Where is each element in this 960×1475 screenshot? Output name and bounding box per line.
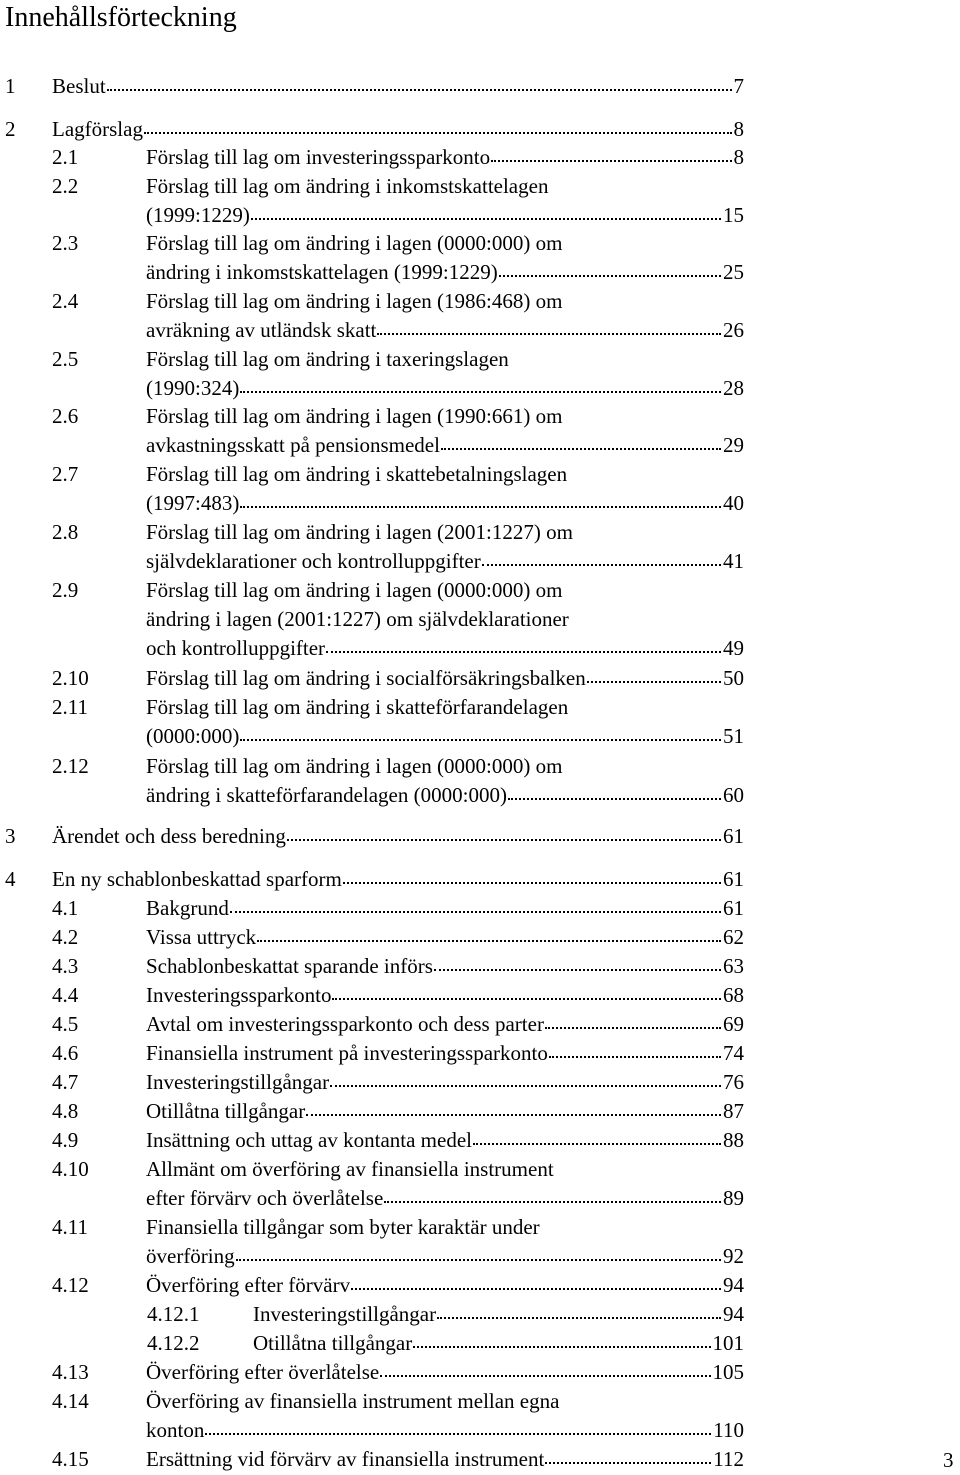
toc-entry-number: 2.9 [52,578,79,602]
dot-leader [508,798,721,800]
toc-entry-text: Förslag till lag om ändring i lagen (0000:000) om [146,231,563,255]
toc-entry-page: 8 [733,145,744,169]
dot-leader [230,911,721,913]
toc-entry-text: Förslag till lag om ändring i lagen (1986:468) om [146,289,563,313]
toc-entry-page: 63 [723,954,744,978]
toc-entry-page: 101 [712,1331,744,1355]
toc-entry-text: Schablonbeskattat sparande införs [146,954,433,978]
toc-entry-page: 88 [723,1128,744,1152]
dot-leader [144,132,732,134]
toc-entry-page: 28 [723,376,744,400]
toc-entry-text: Beslut [52,74,106,98]
toc-entry[interactable] [146,1184,744,1213]
toc-entry-number: 1 [5,74,16,98]
toc-entry-text: Avtal om investeringssparkonto och dess parter [146,1012,544,1036]
toc-entry-text: avräkning av utländsk skatt [146,318,377,342]
toc-entry-number: 2 [5,117,16,141]
toc-entry-number: 4.12.2 [147,1331,200,1355]
dot-leader [107,89,732,91]
toc-entry-text: och kontrolluppgifter [146,636,326,660]
toc-entry[interactable] [146,201,744,230]
dot-leader [587,681,721,683]
dot-leader [434,969,721,971]
toc-entry-text: Investeringstillgångar [253,1302,437,1326]
toc-entry[interactable] [146,489,744,518]
toc-entry[interactable] [146,1068,744,1097]
toc-entry-page: 26 [723,318,744,342]
dot-leader [545,1027,721,1029]
toc-entry-page: 61 [723,896,744,920]
toc-entry-text: Förslag till lag om ändring i lagen (0000:000) om [146,754,563,778]
dot-leader [330,1085,721,1087]
toc-entry[interactable] [52,822,744,851]
toc-entry-number: 4.7 [52,1070,79,1094]
toc-entry[interactable] [146,547,744,576]
toc-entry[interactable] [52,865,744,894]
dot-leader [287,839,721,841]
dot-leader [205,1433,711,1435]
toc-entry-page: 68 [723,983,744,1007]
toc-entry[interactable] [146,923,744,952]
toc-entry-number: 4.13 [52,1360,89,1384]
toc-entry-page: 105 [712,1360,744,1384]
toc-entry[interactable] [52,72,744,101]
toc-entry-text: självdeklarationer och kontrolluppgifter [146,549,481,573]
page-title: Innehållsförteckning [5,2,237,33]
toc-entry-text: Investeringstillgångar [146,1070,330,1094]
dot-leader [257,940,721,942]
toc-entry[interactable] [146,1358,744,1387]
toc-entry[interactable] [146,431,744,460]
dot-leader [413,1346,710,1348]
toc-entry-text: Förslag till lag om ändring i lagen (0000:000) om [146,578,563,602]
toc-entry-text: Otillåtna tillgångar [146,1099,306,1123]
dot-leader [332,998,721,1000]
toc-entry-page: 29 [723,433,744,457]
toc-entry-number: 4.12 [52,1273,89,1297]
toc-entry[interactable] [253,1300,744,1329]
toc-entry-text: Förslag till lag om ändring i lagen (1990:661) om [146,404,563,428]
toc-entry-number: 2.7 [52,462,79,486]
toc-entry-text: Överföring efter överlåtelse [146,1360,380,1384]
dot-leader [240,506,721,508]
toc-entry-page: 51 [723,724,744,748]
toc-entry-number: 4 [5,867,16,891]
toc-entry-text: efter förvärv och överlåtelse [146,1186,384,1210]
toc-entry-number: 4.10 [52,1157,89,1181]
toc-entry-number: 2.6 [52,404,79,428]
toc-entry-number: 4.4 [52,983,79,1007]
toc-entry-page: 49 [723,636,744,660]
toc-entry-text: Förslag till lag om investeringssparkonto [146,145,491,169]
toc-entry-text: Överföring av finansiella instrument mellan egna [146,1389,560,1413]
toc-entry[interactable] [146,1271,744,1300]
dot-leader [251,218,721,220]
toc-entry-page: 40 [723,491,744,515]
dot-leader [380,1375,710,1377]
toc-entry-text: Förslag till lag om ändring i skatteförfarandelagen [146,695,569,719]
toc-entry-number: 4.3 [52,954,79,978]
dot-leader [240,391,721,393]
toc-entry-text: (1990:324) [146,376,240,400]
toc-entry-page: 69 [723,1012,744,1036]
toc-entry[interactable] [146,1445,744,1474]
toc-entry[interactable] [146,664,744,693]
toc-entry[interactable] [146,952,744,981]
toc-entry-number: 2.1 [52,145,79,169]
toc-entry[interactable] [146,634,744,663]
toc-entry-text: Investeringssparkonto [146,983,332,1007]
toc-entry-number: 2.2 [52,174,79,198]
dot-leader [491,160,731,162]
toc-entry-number: 4.14 [52,1389,89,1413]
toc-entry-page: 94 [723,1273,744,1297]
dot-leader [351,1288,721,1290]
dot-leader [236,1259,721,1261]
dot-leader [499,275,721,277]
toc-entry-page: 110 [713,1418,744,1442]
toc-entry[interactable] [146,722,744,751]
dot-leader [437,1317,721,1319]
toc-entry[interactable] [253,1329,744,1358]
toc-entry-number: 4.8 [52,1099,79,1123]
toc-entry-text: Bakgrund [146,896,229,920]
toc-entry-text: Finansiella tillgångar som byter karaktär under [146,1215,540,1239]
toc-entry-text: Allmänt om överföring av finansiella instrument [146,1157,554,1181]
toc-entry-text: Förslag till lag om ändring i taxeringslagen [146,347,509,371]
toc-entry-page: 76 [723,1070,744,1094]
toc-entry[interactable] [146,781,744,810]
toc-entry[interactable] [146,894,744,923]
dot-leader [326,651,721,653]
toc-entry[interactable] [146,1126,744,1155]
toc-entry-page: 61 [723,824,744,848]
toc-entry-page: 15 [723,203,744,227]
toc-entry[interactable] [146,1416,744,1445]
toc-entry-text: överföring [146,1244,235,1268]
toc-entry-text: ändring i lagen (2001:1227) om självdeklarationer [146,607,569,631]
toc-entry-number: 4.2 [52,925,79,949]
toc-entry[interactable] [146,258,744,287]
toc-entry-text: avkastningsskatt på pensionsmedel [146,433,440,457]
dot-leader [240,739,721,741]
dot-leader [441,448,721,450]
toc-entry-number: 4.9 [52,1128,79,1152]
toc-entry-page: 62 [723,925,744,949]
dot-leader [384,1201,721,1203]
toc-entry-page: 92 [723,1244,744,1268]
toc-entry-text: konton [146,1418,205,1442]
toc-entry-page: 87 [723,1099,744,1123]
toc-entry-text: (1997:483) [146,491,240,515]
toc-entry-text: Överföring efter förvärv [146,1273,351,1297]
toc-entry-number: 3 [5,824,16,848]
toc-entry-number: 2.12 [52,754,89,778]
toc-entry-page: 94 [723,1302,744,1326]
toc-entry-text: Otillåtna tillgångar [253,1331,413,1355]
toc-entry-text: Ärendet och dess beredning [52,824,286,848]
toc-entry-page: 61 [723,867,744,891]
toc-entry[interactable] [146,1010,744,1039]
toc-entry[interactable] [146,316,744,345]
toc-entry-number: 4.1 [52,896,79,920]
dot-leader [473,1143,721,1145]
toc-entry-page: 50 [723,666,744,690]
toc-entry-text: Ersättning vid förvärv av finansiella instrument [146,1447,545,1471]
toc-entry-number: 4.12.1 [147,1302,200,1326]
toc-entry-text: (0000:000) [146,724,240,748]
toc-entry-text: Förslag till lag om ändring i socialförsäkringsbalken [146,666,586,690]
toc-entry[interactable] [146,981,744,1010]
toc-entry-page: 112 [713,1447,744,1471]
toc-entry-number: 2.11 [52,695,88,719]
toc-entry-number: 2.10 [52,666,89,690]
toc-entry[interactable] [146,143,744,172]
toc-entry-number: 2.4 [52,289,79,313]
toc-entry-number: 4.15 [52,1447,89,1471]
dot-leader [545,1462,711,1464]
toc-entry-text: Lagförslag [52,117,143,141]
toc-entry[interactable] [52,115,744,144]
dot-leader [482,564,721,566]
toc-entry[interactable] [146,1097,744,1126]
toc-entry-number: 4.5 [52,1012,79,1036]
toc-entry[interactable] [146,1039,744,1068]
toc-entry-text: En ny schablonbeskattad sparform [52,867,342,891]
toc-entry-page: 89 [723,1186,744,1210]
toc-entry-text: Förslag till lag om ändring i inkomstskattelagen [146,174,549,198]
toc-entry-text: Finansiella instrument på investeringssparkonto [146,1041,548,1065]
dot-leader [306,1114,721,1116]
toc-entry-page: 8 [733,117,744,141]
toc-entry-number: 4.6 [52,1041,79,1065]
toc-entry-page: 41 [723,549,744,573]
toc-entry-text: ändring i inkomstskattelagen (1999:1229) [146,260,498,284]
dot-leader [549,1056,721,1058]
toc-entry-page: 7 [733,74,744,98]
dot-leader [377,333,721,335]
toc-entry-text: Vissa uttryck [146,925,257,949]
toc-entry-number: 4.11 [52,1215,88,1239]
page-number: 3 [943,1448,954,1472]
toc-entry-page: 60 [723,783,744,807]
toc-entry-text: (1999:1229) [146,203,250,227]
dot-leader [343,882,721,884]
toc-entry-number: 2.5 [52,347,79,371]
toc-entry-number: 2.3 [52,231,79,255]
toc-entry-page: 74 [723,1041,744,1065]
toc-entry[interactable] [146,374,744,403]
toc-entry-text: ändring i skatteförfarandelagen (0000:000) [146,783,507,807]
toc-entry-text: Förslag till lag om ändring i skattebetalningslagen [146,462,568,486]
toc-entry-text: Insättning och uttag av kontanta medel [146,1128,472,1152]
toc-entry-number: 2.8 [52,520,79,544]
toc-entry-text: Förslag till lag om ändring i lagen (2001:1227) om [146,520,573,544]
toc-entry[interactable] [146,1242,744,1271]
toc-entry-page: 25 [723,260,744,284]
